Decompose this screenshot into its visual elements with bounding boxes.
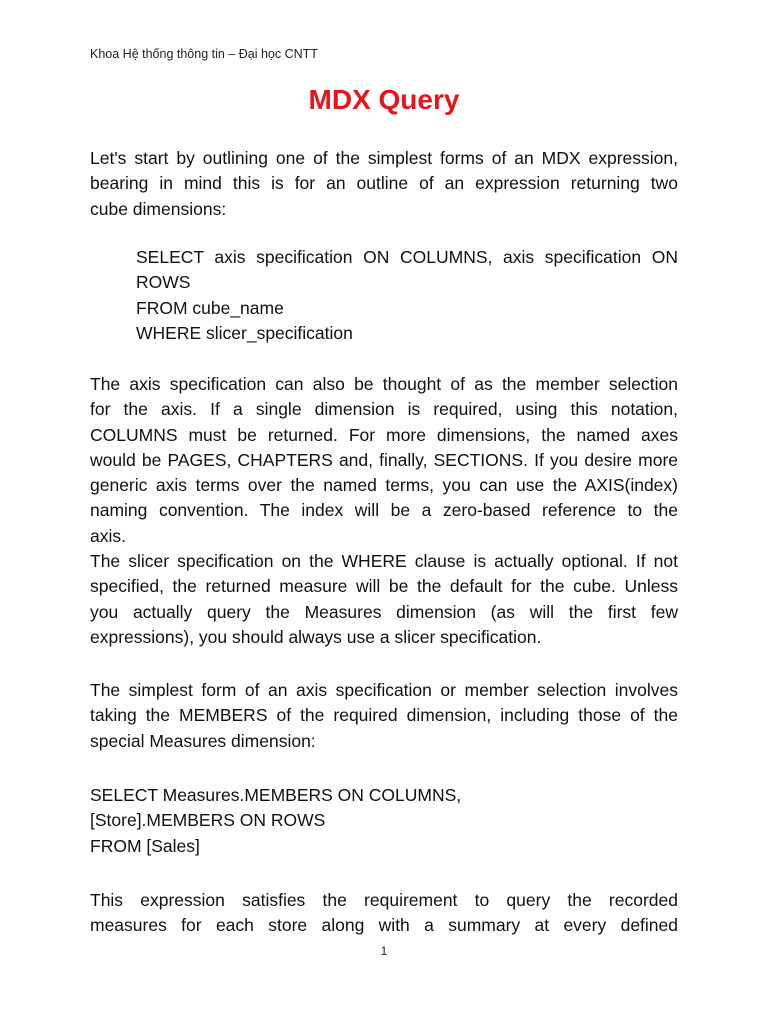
example-line: SELECT Measures.MEMBERS ON COLUMNS, <box>90 785 462 805</box>
axis-line: would be PAGES, CHAPTERS and, finally, SECTIONS. If you desire more <box>90 449 678 470</box>
simplest-line: special Measures dimension: <box>90 730 316 751</box>
axis-line: naming convention. The index will be a zero-based reference to the <box>90 500 678 521</box>
syntax-block <box>136 245 678 346</box>
example-query-block <box>90 783 678 859</box>
final-line: This expression satisfies the requirement to query the recorded <box>90 890 678 910</box>
syntax-line: ROWS <box>136 272 191 293</box>
slicer-line: specified, the returned measure will be the default for the cube. Unless <box>90 576 678 597</box>
syntax-line: FROM cube_name <box>136 297 284 318</box>
intro-paragraph <box>90 146 678 222</box>
page-number: 1 <box>380 944 388 958</box>
intro-line: bearing in mind this is for an outline of an expression returning two <box>90 173 678 194</box>
slicer-line: you actually query the Measures dimension (as will the first few <box>90 601 678 622</box>
final-line: measures for each store along with a summary at every defined <box>90 915 678 936</box>
slicer-line: The slicer specification on the WHERE clause is actually optional. If not <box>90 551 678 572</box>
axis-line: generic axis terms over the named terms, you can use the AXIS(index) <box>90 475 678 496</box>
final-paragraph <box>90 888 678 939</box>
simplest-line: taking the MEMBERS of the required dimension, including those of the <box>90 705 678 726</box>
syntax-line: WHERE slicer_specification <box>136 322 353 343</box>
page-header: Khoa Hệ thống thông tin – Đại học CNTT <box>90 47 318 61</box>
intro-line: Let's start by outlining one of the simplest forms of an MDX expression, <box>90 148 678 168</box>
simplest-paragraph <box>90 678 678 754</box>
intro-line: cube dimensions: <box>90 198 227 219</box>
axis-line: COLUMNS must be returned. For more dimensions, the named axes <box>90 424 678 445</box>
page-title: MDX Query <box>308 84 460 115</box>
axis-line: axis. <box>90 525 126 546</box>
example-line: [Store].MEMBERS ON ROWS <box>90 810 326 831</box>
axis-line: for the axis. If a single dimension is required, using this notation, <box>90 399 678 420</box>
syntax-line: SELECT axis specification ON COLUMNS, axis specification ON <box>136 247 678 267</box>
slicer-line: expressions), you should always use a slicer specification. <box>90 626 542 647</box>
axis-paragraph <box>90 372 678 650</box>
example-line: FROM [Sales] <box>90 835 200 856</box>
simplest-line: The simplest form of an axis specification or member selection involves <box>90 680 678 700</box>
axis-line: The axis specification can also be thought of as the member selection <box>90 374 678 394</box>
